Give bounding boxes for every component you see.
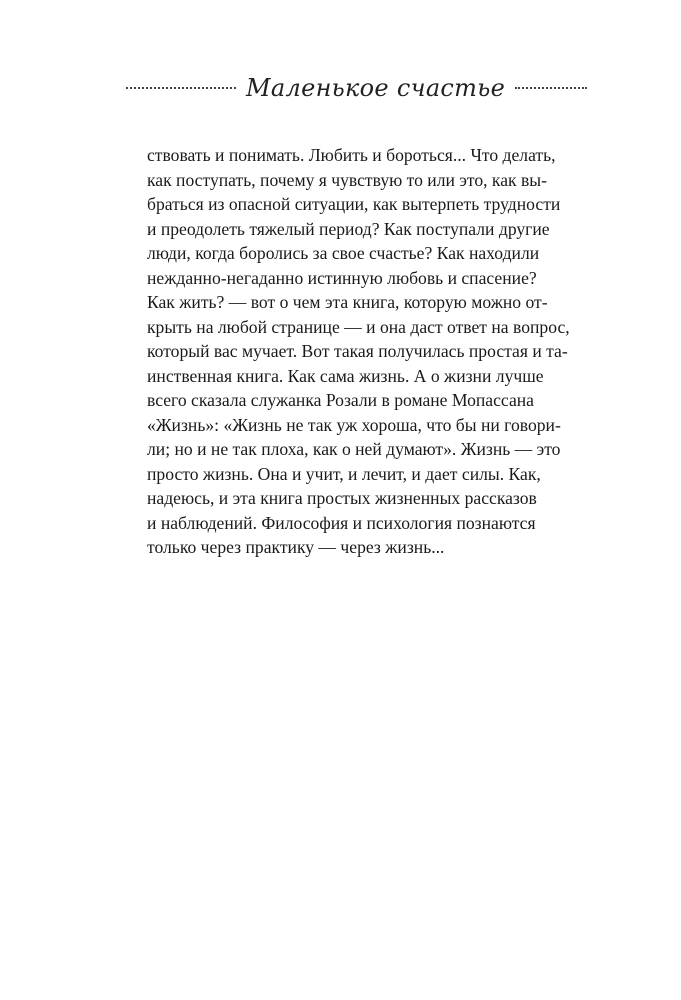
text-line: как поступать, почему я чувствую то или это, как вы-	[147, 169, 547, 190]
body-text	[147, 143, 570, 560]
text-line: который вас мучает. Вот такая получилась простая и та-	[147, 341, 568, 361]
dotted-rule-left	[126, 87, 236, 89]
text-line: люди, когда боролись за свое счастье? Как находили	[147, 243, 540, 263]
text-line: и преодолеть тяжелый период? Как поступали другие	[147, 218, 550, 239]
dotted-rule-right	[515, 87, 587, 89]
text-line: браться из опасной ситуации, как вытерпеть трудности	[147, 194, 561, 214]
text-line: просто жизнь. Она и учит, и лечит, и дает силы. Как,	[147, 463, 541, 484]
text-line: и наблюдений. Философия и психология познаются	[147, 512, 536, 533]
running-head-title: Маленькое счастье	[246, 74, 506, 102]
text-line: нежданно-негаданно истинную любовь и спасение?	[147, 267, 537, 288]
text-line: инственная книга. Как сама жизнь. А о жизни лучше	[147, 365, 544, 386]
running-head	[126, 68, 566, 108]
text-line: «Жизнь»: «Жизнь не так уж хороша, что бы ни говори-	[147, 414, 561, 435]
text-line: всего сказала служанка Розали в романе Мопассана	[147, 390, 534, 410]
text-line: Как жить? — вот о чем эта книга, которую можно от-	[147, 292, 548, 312]
text-line: ствовать и понимать. Любить и бороться... Что делать,	[147, 145, 556, 165]
text-line: только через практику — через жизнь...	[147, 537, 445, 557]
text-line: ли; но и не так плоха, как о ней думают». Жизнь — это	[147, 439, 561, 459]
text-line: крыть на любой странице — и она даст ответ на вопрос,	[147, 316, 570, 337]
text-line: надеюсь, и эта книга простых жизненных рассказов	[147, 488, 537, 508]
